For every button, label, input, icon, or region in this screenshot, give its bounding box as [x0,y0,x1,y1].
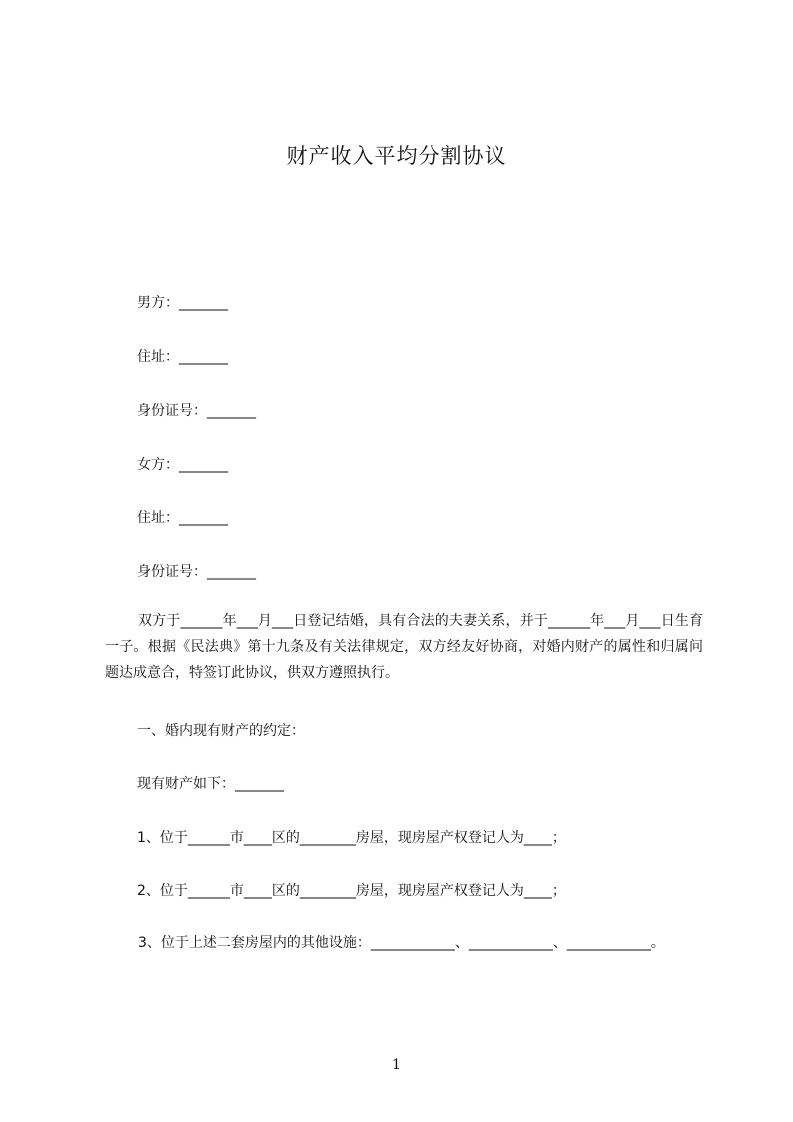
property-item-1: 1、位于______市____区的________房屋，现房屋产权登记人为____； [137,830,566,846]
property-item-2: 2、位于______市____区的________房屋，现房屋产权登记人为____； [137,883,566,899]
male-field: 男方：_______ [137,295,228,311]
section1-heading: 一、婚内现有财产的约定： [137,723,305,739]
page-number: 1 [392,1057,401,1073]
female-id-field: 身份证号：_______ [137,564,256,580]
property-item-3: 3、位于上述二套房屋内的其他设施：____________、____________、____________。 [138,935,665,951]
female-field: 女方：_______ [137,457,228,473]
female-address-field: 住址：_______ [137,510,228,526]
male-id-field: 身份证号：_______ [137,403,256,419]
intro-paragraph: 双方于______年___月___日登记结婚，具有合法的夫妻关系，并于______年___月___日生育一子。根据《民法典》第十九条及有关法律规定，双方经友好协商，对婚内财产的属性和归属问题达成意合，特签订此协议，供双方遵照执行。 [105,613,703,681]
page-title: 财产收入平均分割协议 [286,144,507,168]
male-address-field: 住址：_______ [137,349,228,365]
existing-property: 现有财产如下：_______ [137,776,284,792]
